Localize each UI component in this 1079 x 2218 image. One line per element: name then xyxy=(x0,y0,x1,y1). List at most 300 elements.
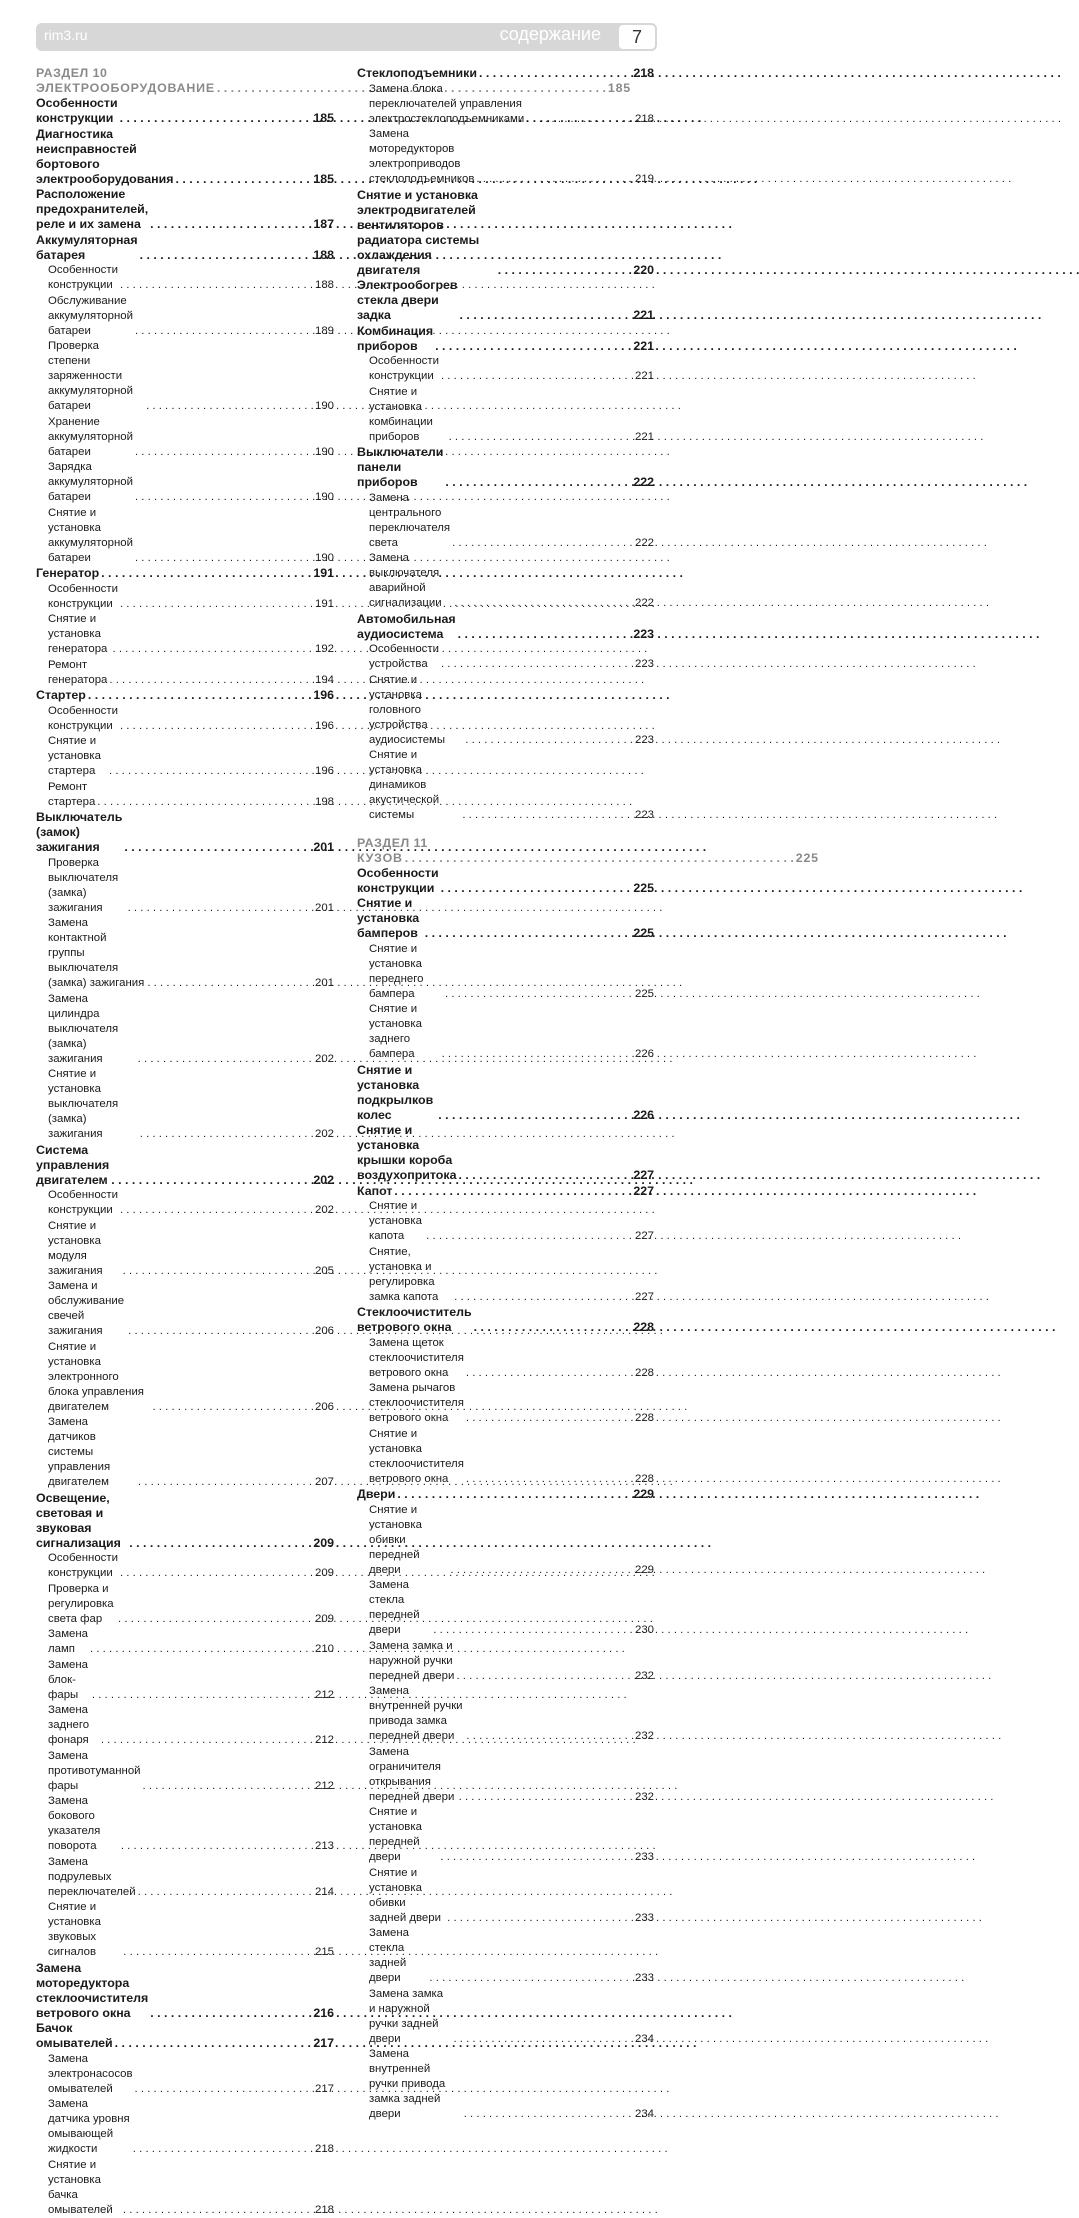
entry-page-number: 217 xyxy=(313,2036,334,2050)
entry-page-number: 222 xyxy=(633,475,654,489)
entry-title: Выключатель (замок) зажигания xyxy=(36,810,123,854)
leader-dots xyxy=(423,926,634,941)
leader-dots xyxy=(462,2107,635,2122)
entry-title: Снятие и установка стартера xyxy=(48,735,101,777)
entry-page-number: 232 xyxy=(634,1790,654,1803)
entry-title: Снятие и установка бамперов xyxy=(357,896,420,940)
toc-subentry[interactable] xyxy=(36,1219,334,1279)
toc-chapter-entry[interactable] xyxy=(357,66,654,81)
entry-title: Снятие и установка комбинации приборов xyxy=(369,385,433,443)
entry-title: Замена стекла передней двери xyxy=(369,1579,420,1636)
entry-page-number: 207 xyxy=(314,1476,334,1488)
leader-dots xyxy=(474,172,635,187)
toc-subentry[interactable] xyxy=(36,780,334,810)
leader-dots xyxy=(141,1779,315,1794)
leader-dots xyxy=(121,2203,315,2218)
toc-chapter-entry[interactable] xyxy=(357,188,654,278)
entry-page-number: 219 xyxy=(634,173,654,185)
section-title-entry[interactable] xyxy=(36,81,631,96)
section-title-entry[interactable] xyxy=(357,850,819,866)
entry-page-number: 221 xyxy=(634,430,654,443)
entry-page-number: 202 xyxy=(314,1128,334,1140)
toc-subentry[interactable] xyxy=(36,582,334,612)
entry-title: Снятие и установка электронного блока управления двигателем xyxy=(48,1340,144,1413)
entry-page-number: 223 xyxy=(633,626,654,641)
toc-subentry[interactable] xyxy=(357,385,654,445)
entry-page-number: 188 xyxy=(313,247,334,262)
entry-page-number: 192 xyxy=(314,643,334,655)
entry-title: Замена подрулевых переключателей xyxy=(48,1855,136,1898)
entry-title: Стеклоподъемники xyxy=(357,66,477,80)
entry-title: Особенности конструкции xyxy=(48,1552,118,1579)
entry-page-number: 212 xyxy=(314,1734,334,1746)
entry-page-number: 201 xyxy=(314,901,334,914)
entry-title: Снятие и установка звуковых сигналов xyxy=(48,1901,101,1958)
entry-title: Генератор xyxy=(36,566,100,580)
toc-subentry[interactable] xyxy=(36,460,334,505)
entry-title: ЭЛЕКТРООБОРУДОВАНИЕ xyxy=(36,81,215,95)
leader-dots xyxy=(439,657,635,672)
entry-page-number: 198 xyxy=(314,795,334,808)
entry-page-number: 190 xyxy=(314,551,334,564)
entry-page-number: 185 xyxy=(607,81,631,95)
entry-title: Ремонт стартера xyxy=(48,780,96,808)
leader-dots xyxy=(427,1971,635,1986)
entry-title: Снятие и установка генератора xyxy=(48,613,108,655)
leader-dots xyxy=(456,627,634,642)
entry-title: Замена замка и наружной ручки задней двери xyxy=(369,1987,444,2045)
entry-page-number: 202 xyxy=(314,1052,334,1065)
page-header xyxy=(36,23,657,51)
entry-page-number: 228 xyxy=(634,1472,654,1485)
entry-title: Особенности конструкции xyxy=(36,96,118,125)
toc-chapter-entry[interactable] xyxy=(357,896,654,941)
entry-title: Особенности конструкции xyxy=(48,264,118,291)
toc-subentry[interactable] xyxy=(357,1987,654,2047)
toc-subentry[interactable] xyxy=(36,612,334,657)
leader-dots xyxy=(111,642,315,657)
entry-title: Проверка выключателя (замка) зажигания xyxy=(48,856,119,914)
toc-subentry[interactable] xyxy=(36,1279,334,1339)
entry-page-number: 214 xyxy=(314,1885,334,1898)
leader-dots xyxy=(118,1203,315,1218)
toc-subentry[interactable] xyxy=(36,992,334,1067)
toc-subentry[interactable] xyxy=(36,415,334,460)
toc-subentry[interactable] xyxy=(36,2097,334,2157)
entry-title: Снятие и установка заднего бампера xyxy=(369,1003,422,1060)
toc-subentry[interactable] xyxy=(36,294,334,339)
entry-page-number: 205 xyxy=(314,1264,334,1277)
leader-dots xyxy=(90,1688,315,1703)
toc-chapter-entry[interactable] xyxy=(36,233,334,263)
entry-page-number: 226 xyxy=(634,1048,654,1060)
entry-page-number: 206 xyxy=(314,1325,334,1337)
leader-dots xyxy=(136,1475,315,1490)
leader-dots xyxy=(447,430,635,445)
toc-subentry[interactable] xyxy=(36,658,334,688)
entry-title: Замена датчиков системы управления двигателем xyxy=(48,1416,111,1488)
entry-title: Выключатели панели приборов xyxy=(357,445,444,489)
entry-title: Особенности конструкции xyxy=(48,704,118,732)
entry-page-number: 218 xyxy=(633,66,654,80)
toc-subentry[interactable] xyxy=(36,1582,334,1627)
entry-title: Снятие и установка модуля зажигания xyxy=(48,1219,103,1277)
toc-subentry[interactable] xyxy=(36,1188,334,1218)
leader-dots xyxy=(173,172,313,187)
leader-dots xyxy=(145,976,315,991)
entry-page-number: 225 xyxy=(634,987,654,1000)
toc-subentry[interactable] xyxy=(357,1926,654,1986)
entry-title: Снятие и установка обивки передней двери xyxy=(369,1503,422,1576)
entry-title: Ремонт генератора xyxy=(48,658,108,686)
entry-page-number: 233 xyxy=(634,1851,654,1863)
leader-dots xyxy=(433,339,633,354)
toc-chapter-entry[interactable] xyxy=(357,1123,654,1183)
leader-dots xyxy=(121,1945,315,1960)
entry-page-number: 212 xyxy=(314,1779,334,1792)
leader-dots xyxy=(445,1911,635,1926)
entry-title: Снятие и установка обивки задней двери xyxy=(369,1866,441,1924)
entry-page-number: 232 xyxy=(634,1669,654,1682)
toc-subentry[interactable] xyxy=(36,704,334,734)
leader-dots xyxy=(439,881,634,896)
toc-subentry[interactable] xyxy=(36,2158,334,2218)
toc-subentry[interactable] xyxy=(36,1703,334,1748)
entry-page-number: 230 xyxy=(634,1624,654,1636)
toc-chapter-entry[interactable] xyxy=(357,1305,654,1335)
toc-subentry[interactable] xyxy=(357,1381,654,1426)
entry-title: Замена моторедуктора стеклоочистителя ветрового окна xyxy=(36,1960,149,2020)
entry-title: Замена блок-фары xyxy=(48,1658,89,1701)
toc-subentry[interactable] xyxy=(357,1002,654,1062)
entry-page-number: 213 xyxy=(314,1840,334,1852)
leader-dots xyxy=(451,2032,635,2047)
entry-page-number: 209 xyxy=(314,1567,334,1579)
toc-subentry[interactable] xyxy=(357,1805,654,1865)
header-title: содержание xyxy=(499,24,601,44)
toc-subentry[interactable] xyxy=(357,1245,654,1305)
leader-dots xyxy=(86,688,313,703)
toc-subentry[interactable] xyxy=(357,1336,654,1381)
toc-chapter-entry[interactable] xyxy=(357,1063,654,1123)
entry-page-number: 201 xyxy=(314,977,334,989)
entry-title: Замена блока переключателей управления электростеклоподъемниками xyxy=(369,82,525,125)
entry-title: Проверка и регулировка света фар xyxy=(48,1582,114,1625)
leader-dots xyxy=(443,987,635,1002)
toc-subentry[interactable] xyxy=(357,942,654,1002)
site-name: rim3.ru xyxy=(44,27,88,43)
toc-chapter-entry[interactable] xyxy=(36,688,334,703)
entry-page-number: 194 xyxy=(314,673,334,686)
leader-dots xyxy=(116,1612,315,1627)
entry-page-number: 190 xyxy=(314,491,334,503)
entry-page-number: 196 xyxy=(313,688,334,702)
toc-subentry[interactable] xyxy=(357,2047,654,2122)
leader-dots xyxy=(150,1400,315,1415)
entry-title: Комбинация приборов xyxy=(357,323,434,353)
toc-chapter-entry[interactable] xyxy=(36,187,334,232)
entry-title: Автомобильная аудиосистема xyxy=(357,611,456,641)
toc-subentry[interactable] xyxy=(357,551,654,611)
leader-dots xyxy=(88,1642,315,1657)
toc-right-column xyxy=(357,66,819,2123)
entry-title: Снятие и установка крышки короба воздухопритока xyxy=(357,1123,457,1182)
leader-dots xyxy=(440,1047,635,1062)
entry-title: КУЗОВ xyxy=(357,850,403,865)
toc-subentry[interactable] xyxy=(36,734,334,779)
entry-title: Замена ограничителя открывания передней двери xyxy=(369,1745,455,1803)
entry-page-number: 190 xyxy=(314,400,334,412)
entry-title: Освещение, световая и звуковая сигнализация xyxy=(36,1490,121,1550)
toc-subentry[interactable] xyxy=(357,1578,654,1638)
entry-title: Замена стекла задней двери xyxy=(369,1927,410,1984)
leader-dots xyxy=(524,112,635,127)
toc-chapter-entry[interactable] xyxy=(357,612,654,642)
entry-title: Замена противотуманной фары xyxy=(48,1749,141,1792)
leader-dots xyxy=(126,1324,315,1339)
toc-subentry[interactable] xyxy=(36,1855,334,1900)
leader-dots xyxy=(113,2036,314,2051)
entry-title: Особенности устройства xyxy=(369,643,439,670)
toc-subentry[interactable] xyxy=(36,1551,334,1581)
leader-dots xyxy=(107,764,315,779)
entry-page-number: 202 xyxy=(314,1204,334,1216)
leader-dots xyxy=(458,308,634,323)
entry-page-number: 232 xyxy=(634,1730,654,1742)
toc-subentry[interactable] xyxy=(357,1684,654,1744)
toc-subentry[interactable] xyxy=(36,1067,334,1142)
entry-title: Замена и обслуживание свечей зажигания xyxy=(48,1280,125,1337)
leader-dots xyxy=(144,399,315,414)
entry-page-number: 221 xyxy=(633,308,654,322)
entry-title: Особенности конструкции xyxy=(48,582,118,610)
leader-dots xyxy=(392,1184,633,1199)
entry-page-number: 227 xyxy=(633,1183,654,1198)
toc-subentry[interactable] xyxy=(357,354,654,384)
entry-page-number: 185 xyxy=(313,111,334,125)
leader-dots xyxy=(133,551,315,566)
leader-dots xyxy=(443,475,633,490)
entry-page-number: 229 xyxy=(633,1487,654,1501)
toc-subentry[interactable] xyxy=(357,748,654,823)
entry-title: Особенности конструкции xyxy=(357,865,439,895)
entry-page-number: 201 xyxy=(313,840,334,854)
leader-dots xyxy=(122,840,313,855)
entry-page-number: 187 xyxy=(313,217,334,231)
entry-title: Снятие и установка передней двери xyxy=(369,1806,422,1863)
entry-title: Замена внутренней ручки привода замка передней двери xyxy=(369,1685,463,1742)
leader-dots xyxy=(118,719,315,734)
leader-dots xyxy=(436,1108,633,1123)
entry-title: Капот xyxy=(357,1183,393,1198)
leader-dots xyxy=(448,1563,635,1578)
leader-dots xyxy=(424,1229,635,1244)
toc-chapter-entry[interactable] xyxy=(357,445,654,490)
leader-dots xyxy=(133,445,315,460)
toc-subentry[interactable] xyxy=(36,1340,334,1415)
leader-dots xyxy=(127,1536,313,1551)
leader-dots xyxy=(457,1790,635,1805)
entry-page-number: 202 xyxy=(313,1172,334,1187)
entry-page-number: 222 xyxy=(634,536,654,549)
toc-subentry[interactable] xyxy=(357,82,654,127)
leader-dots xyxy=(403,851,796,866)
entry-page-number: 222 xyxy=(634,597,654,609)
leader-dots xyxy=(126,901,315,916)
entry-page-number: 196 xyxy=(314,765,334,777)
toc-subentry[interactable] xyxy=(357,1427,654,1487)
leader-dots xyxy=(463,733,635,748)
entry-title: Снятие и установка электродвигателей вентиляторов радиатора системы охлаждения двигателя xyxy=(357,187,480,277)
toc-subentry[interactable] xyxy=(357,642,654,672)
entry-page-number: 234 xyxy=(634,2032,654,2045)
toc-chapter-entry[interactable] xyxy=(36,810,334,855)
leader-dots xyxy=(121,1264,315,1279)
toc-chapter-entry[interactable] xyxy=(357,1184,654,1199)
toc-chapter-entry[interactable] xyxy=(36,2021,334,2051)
entry-page-number: 216 xyxy=(313,2005,334,2020)
entry-title: Аккумуляторная батарея xyxy=(36,232,138,262)
entry-page-number: 218 xyxy=(314,2203,334,2216)
leader-dots xyxy=(464,1411,635,1426)
leader-dots xyxy=(133,490,315,505)
leader-dots xyxy=(472,1320,634,1335)
leader-dots xyxy=(138,1127,315,1142)
toc-subentry[interactable] xyxy=(357,1199,654,1244)
toc-chapter-entry[interactable] xyxy=(357,324,654,354)
entry-page-number: 226 xyxy=(633,1107,654,1122)
entry-title: Снятие и установка динамиков акустической системы xyxy=(369,749,440,821)
toc-subentry[interactable] xyxy=(36,339,334,414)
leader-dots xyxy=(464,1729,635,1744)
entry-page-number: 225 xyxy=(633,926,654,940)
toc-subentry[interactable] xyxy=(357,1503,654,1578)
toc-chapter-entry[interactable] xyxy=(357,1487,654,1502)
entry-title: Снятие и установка выключателя (замка) зажигания xyxy=(48,1068,119,1140)
leader-dots xyxy=(118,1566,315,1581)
toc-subentry[interactable] xyxy=(36,1794,334,1854)
toc-chapter-entry[interactable] xyxy=(357,866,654,896)
entry-page-number: 228 xyxy=(634,1366,654,1379)
toc-subentry[interactable] xyxy=(36,856,334,916)
toc-subentry[interactable] xyxy=(36,263,334,293)
section-heading: РАЗДЕЛ 10 xyxy=(36,66,108,80)
entry-page-number: 206 xyxy=(314,1400,334,1413)
toc-subentry[interactable] xyxy=(357,673,654,748)
toc-subentry[interactable] xyxy=(36,1627,334,1657)
toc-subentry[interactable] xyxy=(36,916,334,991)
section-gap xyxy=(357,824,654,836)
entry-page-number: 227 xyxy=(634,1290,654,1303)
leader-dots xyxy=(454,1669,635,1684)
entry-page-number: 196 xyxy=(314,719,334,732)
toc-subentry[interactable] xyxy=(357,1866,654,1926)
entry-page-number: 185 xyxy=(313,171,334,186)
toc-subentry[interactable] xyxy=(357,491,654,551)
toc-subentry[interactable] xyxy=(36,506,334,566)
entry-title: Снятие и установка подкрылков колес xyxy=(357,1062,434,1122)
entry-title: Расположение предохранителей, реле и их замена xyxy=(36,187,149,231)
entry-title: Замена цилиндра выключателя (замка) зажигания xyxy=(48,992,119,1065)
toc-subentry[interactable] xyxy=(36,1749,334,1794)
entry-page-number: 225 xyxy=(795,850,819,865)
entry-title: Замена моторедукторов электроприводов стеклоподъемников xyxy=(369,128,475,185)
leader-dots xyxy=(148,217,313,232)
toc-subentry[interactable] xyxy=(357,1745,654,1805)
leader-dots xyxy=(136,1885,315,1900)
leader-dots xyxy=(133,324,315,339)
section-heading: РАЗДЕЛ 11 xyxy=(357,835,428,850)
entry-title: Замена замка и наружной ручки передней двери xyxy=(369,1639,455,1682)
leader-dots xyxy=(395,1487,633,1502)
toc-chapter-entry[interactable] xyxy=(36,566,334,581)
entry-title: Замена заднего фонаря xyxy=(48,1704,90,1746)
leader-dots xyxy=(109,1173,313,1188)
leader-dots xyxy=(131,2142,315,2157)
entry-page-number: 225 xyxy=(633,880,654,895)
toc-subentry[interactable] xyxy=(357,127,654,187)
entry-title: Снятие и установка переднего бампера xyxy=(369,942,424,1000)
entry-title: Замена щеток стеклоочистителя ветрового окна xyxy=(369,1336,464,1379)
leader-dots xyxy=(118,278,315,293)
leader-dots xyxy=(496,263,634,278)
leader-dots xyxy=(133,2082,315,2097)
entry-page-number: 228 xyxy=(633,1320,654,1334)
leader-dots xyxy=(118,111,314,126)
leader-dots xyxy=(452,1290,635,1305)
leader-dots xyxy=(477,66,633,81)
leader-dots xyxy=(138,248,314,263)
entry-title: Замена бокового указателя поворота xyxy=(48,1795,101,1852)
toc-chapter-entry[interactable] xyxy=(36,1491,334,1551)
toc-subentry[interactable] xyxy=(36,1415,334,1490)
leader-dots xyxy=(450,536,635,551)
entry-page-number: 233 xyxy=(634,1911,654,1924)
toc-chapter-entry[interactable] xyxy=(36,127,334,187)
toc-chapter-entry[interactable] xyxy=(36,1961,334,2021)
toc-chapter-entry[interactable] xyxy=(36,1143,334,1188)
entry-page-number: 220 xyxy=(633,262,654,277)
entry-title: Замена ламп xyxy=(48,1628,89,1655)
entry-title: Особенности конструкции xyxy=(369,355,439,382)
entry-title: Снятие и установка головного устройства аудиосистемы xyxy=(369,673,446,746)
entry-page-number: 212 xyxy=(314,1688,334,1701)
entry-title: Зарядка аккумуляторной батареи xyxy=(48,461,133,503)
entry-page-number: 215 xyxy=(314,1946,334,1958)
entry-title: Система управления двигателем xyxy=(36,1142,110,1187)
entry-page-number: 188 xyxy=(314,279,334,291)
entry-page-number: 189 xyxy=(314,324,334,337)
leader-dots xyxy=(431,1623,635,1638)
toc-subentry[interactable] xyxy=(357,1639,654,1684)
leader-dots xyxy=(464,1472,635,1487)
toc-subentry[interactable] xyxy=(36,1900,334,1960)
entry-page-number: 217 xyxy=(314,2082,334,2095)
entry-title: Проверка степени заряженности аккумуляторной батареи xyxy=(48,340,133,412)
toc-chapter-entry[interactable] xyxy=(36,96,334,126)
entry-title: Снятие, установка и регулировка замка капота xyxy=(369,1245,439,1303)
entry-page-number: 210 xyxy=(314,1643,334,1655)
leader-dots xyxy=(95,795,315,810)
entry-page-number: 227 xyxy=(633,1168,654,1182)
toc-subentry[interactable] xyxy=(36,1658,334,1703)
entry-title: Стеклоочиститель ветрового окна xyxy=(357,1305,472,1334)
entry-title: Замена датчика уровня омывающей жидкости xyxy=(48,2098,130,2155)
entry-page-number: 190 xyxy=(314,445,334,458)
entry-page-number: 229 xyxy=(634,1563,654,1576)
toc-subentry[interactable] xyxy=(36,2052,334,2097)
toc-chapter-entry[interactable] xyxy=(357,278,654,323)
